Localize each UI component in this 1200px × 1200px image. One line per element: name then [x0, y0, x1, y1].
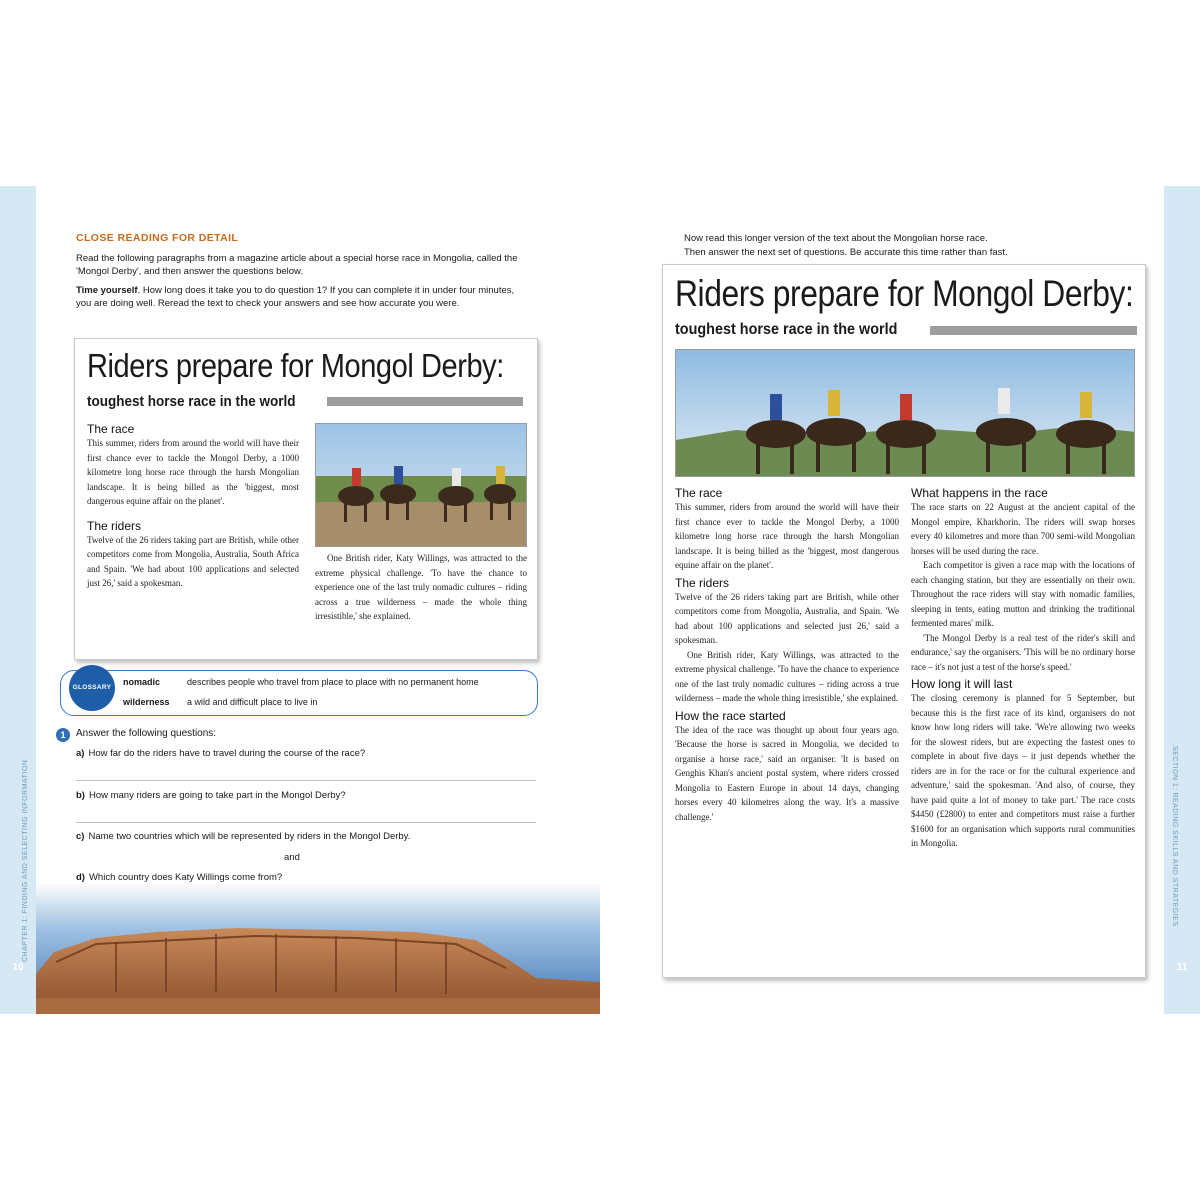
right-willings-text: One British rider, Katy Willings, was attracted to the extreme physical challenge. 'To have the chance to experience one of the last truly nomadic cultures – riding across a true wilderness – made the whole thing irresistible,' she explained.: [675, 649, 899, 703]
right-started-text: The idea of the race was thought up about four years ago. 'Because the horse is sacred in Mongolia, we decided to organise a horse race,' said an organiser. 'It is based on Genghis Khan's ancient postal system, where riders crossed Mongolia to Eastern Europe in about 14 days, changing horses every 40 kilometres along the way. It's a massive challenge.': [675, 724, 899, 822]
right-started-heading: How the race started: [675, 708, 786, 723]
question-label: d): [76, 872, 85, 883]
glossary-item-wilderness: [123, 697, 317, 707]
right-section-label: SECTION 1: READING SKILLS AND STRATEGIES: [1171, 746, 1178, 927]
right-article-subtitle: [675, 321, 1137, 339]
glossary-definition: describes people who travel from place to place with no permanent home: [187, 677, 479, 687]
question-text: Which country does Katy Willings come from?: [88, 872, 283, 883]
left-article-subtitle-text: toughest horse race in the world: [87, 393, 296, 410]
right-page: [600, 186, 1164, 1014]
question-a: [76, 748, 365, 759]
right-horse-race-photo: [675, 349, 1135, 477]
section-title: CLOSE READING FOR DETAIL: [76, 232, 239, 244]
right-riders-text: Twelve of the 26 riders taking part are British, while other competitors come from Mongolia, Australia, and Spain. 'We had about 100 applications and selected just 26,' said a spokesman.: [675, 591, 899, 645]
right-race-heading: The race: [675, 486, 723, 500]
right-article-title: Riders prepare for Mongol Derby:: [675, 273, 1134, 314]
right-happens-heading: What happens in the race: [911, 486, 1048, 500]
right-article-subtitle-text: toughest horse race in the world: [675, 321, 898, 338]
right-last-text: The closing ceremony is planned for 5 September, but because this is the first race of its kind, organisers do not know how long riders will take. 'We're allowing two weeks for the slowest riders, but are expecting the fastest ones to complete in about five days – it just depends whether the riders are in for the race or for the cultural experience and adventure,' said the spokesman. 'And also, of course, they have paid quite a lot of money to take part.' The race costs $4450 (£2800) to enter and competitors must raise a further $1600 for an organisation which supports rural communities in Mongolia.: [911, 693, 1135, 848]
left-chapter-label: CHAPTER 1: FINDING AND SELECTING INFORMATION: [22, 759, 29, 962]
right-article: [662, 264, 1146, 978]
questions-intro: Answer the following questions:: [76, 728, 217, 739]
right-side-tab: [1164, 186, 1200, 1014]
time-yourself-paragraph: [76, 284, 526, 310]
question-c: [76, 831, 410, 842]
question-d: [76, 872, 282, 883]
intro-paragraph: Read the following paragraphs from a magazine article about a special horse race in Mongolia, called the 'Mongol Derby', and then answer the questions below.: [76, 253, 518, 277]
answer-line-a[interactable]: [76, 780, 536, 781]
intro-text: [76, 252, 526, 316]
subtitle-bar: [930, 326, 1137, 335]
question-label: c): [76, 831, 85, 842]
left-riders-heading: The riders: [87, 518, 142, 533]
glossary-term: nomadic: [123, 677, 161, 687]
left-article-subtitle: [87, 393, 523, 410]
right-happens-text-2: Each competitor is given a race map with the locations of each changing station, but they are essentially on their own. Throughout the race riders will stay with nomadic families, sleeping in tents, eating mutton and drinking the traditional fermented mares' milk.: [911, 560, 1135, 628]
glossary-definition: a wild and difficult place to live in: [187, 697, 318, 707]
glossary-item-nomadic: [123, 677, 479, 687]
glossary-box: [60, 670, 538, 716]
right-intro: [684, 232, 1124, 260]
question-b: [76, 790, 346, 801]
answer-and-word: and: [284, 852, 300, 863]
left-side-tab: [0, 186, 36, 1014]
question-number-badge: 1: [56, 728, 70, 742]
right-intro-line-1: Now read this longer version of the text about the Mongolian horse race.: [684, 233, 988, 244]
right-article-col1: [675, 483, 899, 824]
right-last-heading: How long it will last: [911, 677, 1013, 691]
right-happens-text-1: The race starts on 22 August at the ancient capital of the Mongol empire, Kharkhorin. The riders will swap horses every 40 kilometres and more than 700 semi-wild Mongolian horses will be used during the race.: [911, 502, 1135, 556]
right-page-number: 11: [1176, 962, 1188, 973]
question-text: How far do the riders have to travel during the course of the race?: [88, 748, 366, 759]
left-article-col1: [87, 419, 299, 591]
left-page-number: 10: [12, 962, 24, 973]
left-willings-text: One British rider, Katy Willings, was attracted to the extreme physical challenge. 'To have the chance to experience one of the last truly nomadic cultures – riding across a true wilderness – made the whole thing irresistible,' she explained.: [315, 553, 527, 621]
left-article-col2: [315, 551, 527, 624]
left-riders-text: Twelve of the 26 riders taking part are British, while other competitors come from Mongolia, Australia, South Africa and Spain. 'We had about 100 applications and selected just 26,' said a spokesman.: [87, 534, 299, 588]
horse-race-image: [316, 424, 527, 547]
book-spread: [0, 186, 1200, 1014]
left-article-title: Riders prepare for Mongol Derby:: [87, 347, 504, 384]
right-article-col2: [911, 483, 1135, 851]
question-text: Name two countries which will be represented by riders in the Mongol Derby.: [88, 831, 411, 842]
left-article: [74, 338, 538, 660]
horse-race-image: [676, 350, 1135, 477]
time-yourself-label: Time yourself: [76, 285, 138, 296]
right-riders-heading: The riders: [675, 575, 730, 590]
question-text: How many riders are going to take part in the Mongol Derby?: [88, 790, 346, 801]
right-happens-text-3: 'The Mongol Derby is a real test of the rider's skill and endurance,' say the organisers. 'This will be no ordinary horse race – it's not just a test of the horse's speed.': [911, 632, 1135, 672]
glossary-badge: GLOSSARY: [69, 665, 115, 711]
left-race-text: This summer, riders from around the world will have their first chance ever to tackle the Mongol Derby, a 1000 kilometre long horse race through the harsh Mongolian landscape. It is being billed as the 'biggest, most dangerous equine affair on the planet'.: [87, 438, 299, 506]
left-horse-race-photo: [315, 423, 527, 547]
left-race-heading: The race: [87, 422, 135, 436]
question-label: a): [76, 748, 85, 759]
right-race-text: This summer, riders from around the world will have their first chance ever to tackle the Mongol Derby, a 1000 kilometre long horse race through the harsh Mongolian landscape. It is being billed as the 'biggest, most dangerous equine affair on the planet'.: [675, 502, 899, 570]
time-yourself-text: . How long does it take you to do question 1? If you can complete it in under four minutes, you are doing well. Reread the text to check your answers and see how accurate you were.: [76, 285, 515, 309]
subtitle-bar: [327, 397, 523, 406]
right-intro-line-2: Then answer the next set of questions. Be accurate this time rather than fast.: [684, 247, 1008, 258]
left-page: [36, 186, 600, 1014]
question-label: b): [76, 790, 85, 801]
glossary-term: wilderness: [123, 697, 170, 707]
landscape-image: [36, 882, 600, 1014]
answer-line-b[interactable]: [76, 822, 536, 823]
